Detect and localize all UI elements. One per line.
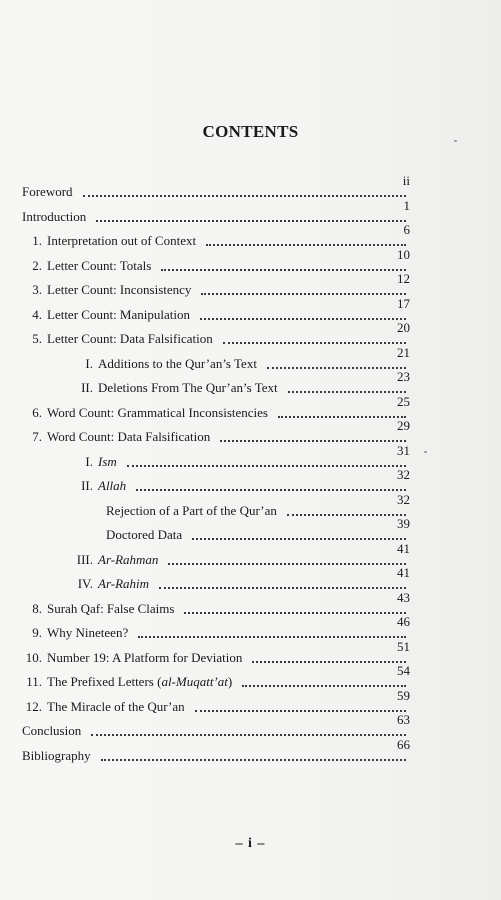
dot-leader [184,612,406,614]
toc-page-number: 31 [397,442,410,458]
dot-leader [195,710,406,712]
toc-row [22,325,410,347]
toc-entry-title-text: Letter Count: Manipulation [47,306,190,322]
dot-leader [242,685,406,687]
toc-entry-title [22,723,81,739]
toc-page-number: 12 [397,271,410,286]
toc-entry-title-text: Foreword [22,184,73,199]
toc-entry-title [22,748,91,764]
toc-entry-title [98,576,149,592]
dot-leader [252,661,406,663]
toc-entry-number: 11. [26,674,42,689]
toc-entry-title [98,380,278,396]
toc-entry-number: 7. [32,429,42,444]
toc-page-number: 32 [397,467,410,482]
dot-leader [192,538,406,540]
dot-leader [223,342,406,344]
toc-page-number: 21 [397,344,410,360]
toc-entry-title-text: Deletions From The Qur’an’s Text [98,380,278,395]
toc-entry-number: IV. [77,576,93,591]
dot-leader [127,465,406,467]
toc-entry-title-text: Conclusion [22,723,82,738]
toc-row [72,448,410,470]
toc-page-number: 23 [397,369,410,384]
toc-entry-number: 12. [25,698,42,714]
toc-entry-number: 9. [32,625,42,640]
toc-entry-title [47,650,242,666]
toc-entry-number: III. [76,551,93,567]
toc-row [22,668,410,690]
toc-page-number: 39 [397,516,410,531]
toc-row [22,252,410,274]
toc-entry-number: I. [85,453,93,469]
dot-leader [201,293,406,295]
toc-page-number: 29 [397,418,410,433]
toc-entry-title-text: Why Nineteen? [47,625,129,640]
toc-entry-number: 8. [32,600,42,616]
toc-entry-title [47,674,232,690]
toc-entry-title-italic: Ism [98,453,117,469]
contents-heading: CONTENTS [202,122,299,141]
toc-entry-title-text: Letter Count: Inconsistency [47,282,192,297]
page-number-footer: – i – [235,836,266,851]
toc-entry-number: II. [81,380,93,395]
dot-leader [136,489,406,491]
toc-entry-title [22,209,86,225]
toc-entry-title [47,429,210,445]
toc-entry-title-text: The Prefixed Letters ( [47,674,162,689]
toc-entry-title [98,552,158,568]
toc-row [22,742,410,764]
toc-entry-title-text: Additions to the Qur’an’s Text [98,355,257,371]
toc-entry-title-text: Bibliography [22,747,91,763]
toc-entry-title [98,478,126,494]
toc-entry-title-text: Number 19: A Platform for Deviation [47,649,243,665]
toc-page-number: 20 [397,320,410,335]
toc-page-number: 54 [397,663,410,678]
toc-row [72,350,410,372]
toc-entry-number: 1. [32,233,42,248]
dot-leader [101,759,406,761]
dot-leader [159,587,406,589]
toc-entry-title-italic: Ar-Rahman [98,551,159,567]
toc-row [22,301,410,323]
dot-leader [278,416,406,418]
toc-entry-number: 3. [32,282,42,297]
toc-page-number: ii [402,173,410,188]
toc-page-number: 43 [397,589,410,605]
toc-entry-title [47,625,128,641]
toc-page-number: 6 [403,222,410,237]
toc-page-number: 59 [397,687,410,703]
toc-row [106,521,410,543]
toc-entry-title [106,527,182,543]
toc-entry-title-tail: ) [227,674,233,689]
toc-row [72,570,410,592]
toc-entry-number: 10. [25,649,42,665]
dot-leader [168,563,406,565]
toc-entry-title-text: Surah Qaf: False Claims [47,600,175,616]
toc-entry-number: 5. [32,331,42,346]
toc-entry-title [98,356,257,372]
toc-page-number: 32 [397,491,410,507]
toc-entry-number: I. [85,355,93,371]
dot-leader [91,734,406,736]
toc-entry-title-text: Word Count: Data Falsification [47,429,211,444]
toc-entry-title [47,331,213,347]
dot-leader [83,195,406,197]
toc-entry-title [47,258,151,274]
toc-page-number: 63 [397,712,410,727]
toc-entry-title-text: Interpretation out of Context [47,233,197,248]
toc-entry-number: 6. [32,404,42,420]
toc-row [106,497,410,519]
toc-row [22,423,410,445]
toc-entry-title [98,454,117,470]
toc-row [22,399,410,421]
toc-entry-title-text: Letter Count: Data Falsification [47,331,213,346]
toc-row [22,276,410,298]
toc-page-number: 51 [397,638,410,654]
toc-entry-title [47,699,185,715]
toc-page-number: 1 [403,197,410,213]
toc-page-number: 17 [397,295,410,311]
toc-entry-title-text: Letter Count: Totals [47,257,152,273]
toc-row [22,717,410,739]
toc-entry-title [47,405,268,421]
toc-row [22,644,410,666]
toc-entry-title [22,184,73,200]
toc-row [22,203,410,225]
toc-entry-title-text: The Miracle of the Qur’an [47,698,185,714]
toc-entry-title [47,307,190,323]
toc-row [22,693,410,715]
toc-entry-number: II. [81,478,93,493]
toc-page-number: 46 [397,614,410,629]
toc-entry-title [47,233,196,249]
dot-leader [161,269,406,271]
toc-row [22,595,410,617]
toc-entry-title-text: Introduction [22,208,87,224]
dot-leader [138,636,406,638]
toc-entry-title-text: Word Count: Grammatical Inconsistencies [47,404,268,420]
toc-entry-number: 4. [32,306,42,322]
dot-leader [220,440,406,442]
toc-row [22,619,410,641]
toc-row [22,178,410,200]
toc-row [22,227,410,249]
toc-entry-title-italic: Ar-Rahim [98,576,150,591]
toc-entry-title-text: Doctored Data [106,527,183,542]
dot-leader [96,220,406,222]
toc-entry-title-italic: Allah [98,478,127,493]
toc-entry-title [47,601,174,617]
dot-leader [200,318,406,320]
toc-entry-title [47,282,191,298]
paper-speck [454,140,457,142]
dot-leader [267,367,406,369]
paper-speck [424,451,427,453]
toc-page-number: 25 [397,393,410,409]
toc-page-number: 41 [397,565,410,580]
toc-row [72,472,410,494]
toc-page-number: 41 [397,540,410,556]
toc-row [72,546,410,568]
toc-entry-title-italic: al-Muqatt’at [161,674,228,689]
toc-page-number: 66 [397,736,410,752]
toc-row [72,374,410,396]
toc-entry-number: 2. [32,257,42,273]
toc-entry-title-text: Rejection of a Part of the Qur’an [106,502,277,518]
dot-leader [206,244,406,246]
toc-page-number: 10 [397,246,410,262]
toc-entry-title [106,503,277,519]
